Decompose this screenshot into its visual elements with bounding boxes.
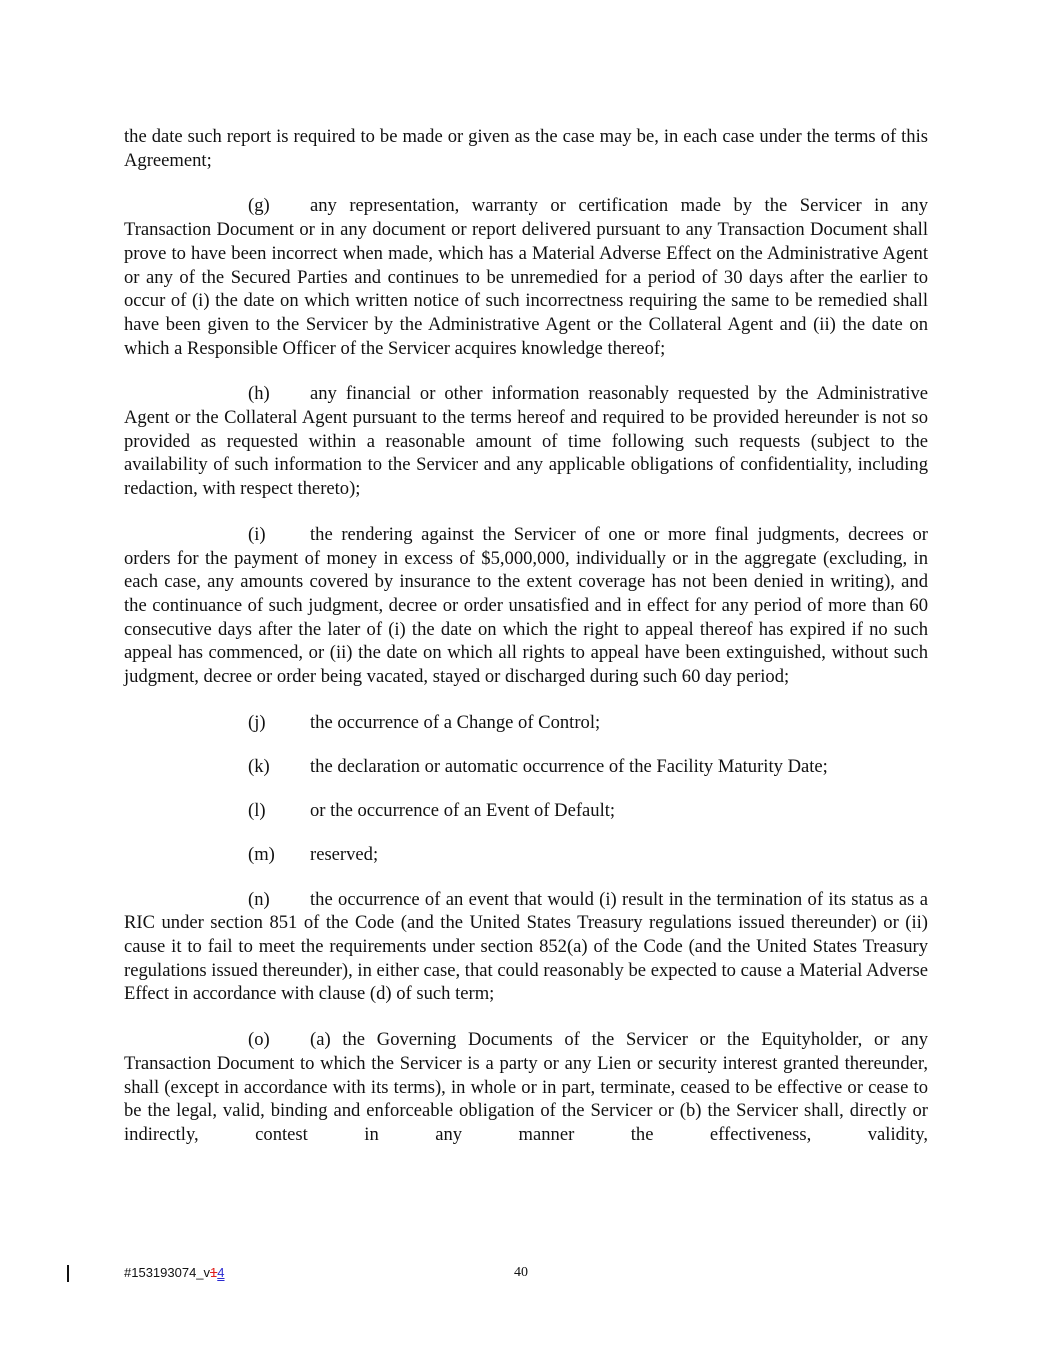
clause-g xyxy=(124,194,928,360)
clause-text: reserved; xyxy=(310,844,379,866)
clause-text: the rendering against the Servicer of one or more final judgments, decrees or orders for the payment of money in excess of $5,000,000, individually or in the aggregate (excluding, in each case, any amounts covered by insurance to the extent coverage has not been denied in writing), and the continuance of such judgment, decree or order unsatisfied and in effect for any period of more than 60 consecutive days after the later of (i) the date on which the right to appeal thereof has expired if no such appeal has commenced, or (ii) the date on which all rights to appeal have been extinguished, without such judgment, decree or order being vacated, stayed or discharged during such 60 day period; xyxy=(124,523,928,688)
inserted-version-number: 4 xyxy=(217,1265,225,1280)
clause-i xyxy=(124,523,928,689)
clause-marker: (m) xyxy=(248,844,275,866)
clause-marker: (h) xyxy=(248,383,270,405)
clause-marker: (j) xyxy=(248,711,266,733)
clause-m xyxy=(248,843,928,867)
clause-text: the occurrence of a Change of Control; xyxy=(310,711,601,733)
clause-text: the declaration or automatic occurrence of the Facility Maturity Date; xyxy=(310,755,828,777)
clause-text: (a) the Governing Documents of the Servicer or the Equityholder, or any Transaction Document to which the Servicer is a party or any Lien or security interest granted thereunder, shall (except in accordance with its terms), in whole or in part, terminate, ceased to be effective or cease to be the legal, valid, binding and enforceable obligation of the Servicer or (b) the Servicer shall, directly or indirectly, contest in any manner the effectiveness, validity, xyxy=(124,1029,928,1145)
paragraph-text: the date such report is required to be made or given as the case may be, in each case under the terms of this Agreement; xyxy=(124,126,928,171)
clause-text: the occurrence of an event that would (i) result in the termination of its status as a RIC under section 851 of the Code (and the United States Treasury regulations issued thereunder) or (ii) cause it to fail to meet the requirements under section 852(a) of the Code (and the United States Treasury regulations issued thereunder), in either case, that could reasonably be expected to cause a Material Adverse Effect in accordance with clause (d) of such term; xyxy=(124,888,928,1005)
document-id-prefix: #153193074_v xyxy=(124,1265,211,1280)
clause-h xyxy=(124,382,928,501)
clause-marker: (l) xyxy=(248,800,266,822)
document-body xyxy=(124,125,928,1169)
clause-marker: (n) xyxy=(248,888,270,910)
clause-j xyxy=(248,711,928,735)
clause-k xyxy=(248,755,928,779)
clause-text: any representation, warranty or certification made by the Servicer in any Transaction Document or in any document or report delivered pursuant to any Transaction Document shall prove to have been incorrect when made, which has a Material Adverse Effect on the Administrative Agent or any of the Secured Parties and continues to be unremedied for a period of 30 days after the earlier to occur of (i) the date on which written notice of such incorrectness requiring the same to be remedied shall have been given to the Servicer by the Administrative Agent or the Collateral Agent and (ii) the date on which a Responsible Officer of the Servicer acquires knowledge thereof; xyxy=(124,195,928,359)
paragraph-continuation xyxy=(124,125,928,172)
page-number: 40 xyxy=(514,1265,528,1280)
document-id xyxy=(124,1265,225,1280)
clause-n xyxy=(124,888,928,1007)
clause-l xyxy=(248,799,928,823)
clause-marker: (o) xyxy=(248,1029,270,1051)
revision-change-bar xyxy=(67,1265,69,1282)
clause-marker: (k) xyxy=(248,755,270,777)
clause-text: or the occurrence of an Event of Default; xyxy=(310,800,616,822)
deleted-version-number: 1 xyxy=(210,1265,218,1280)
clause-marker: (g) xyxy=(248,195,270,217)
clause-o xyxy=(124,1028,928,1147)
page-footer xyxy=(0,1265,1055,1285)
clause-text: any financial or other information reasonably requested by the Administrative Agent or the Collateral Agent pursuant to the terms hereof and required to be provided hereunder is not so provided as requested within a reasonable amount of time following such requests (subject to the availability of such information to the Servicer and any applicable obligations of confidentiality, including redaction, with respect thereto); xyxy=(124,383,928,500)
clause-marker: (i) xyxy=(248,523,266,545)
